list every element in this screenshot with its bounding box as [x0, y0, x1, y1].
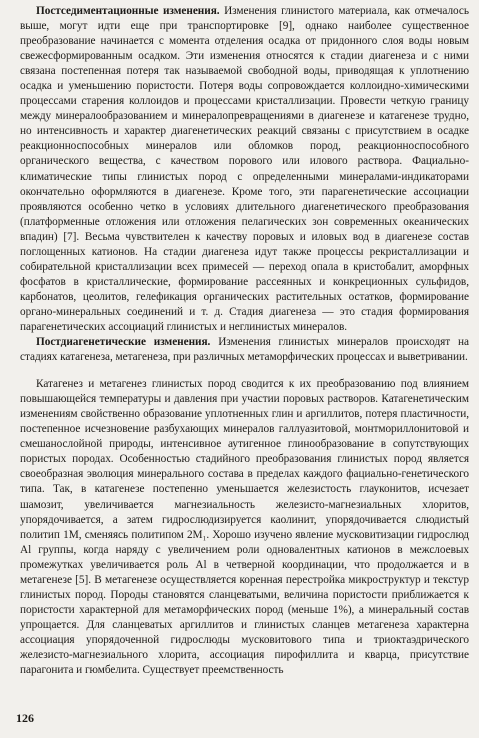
paragraph-body: Изменения глинистого материала, как отмечалось выше, могут идти еще при транспортировке [9], однако наиболее существенное преобразование начинается с момента отделения осадка от придонного слоя воды новым свежесформированным осадком. Эти изменения относятся к стадии диагенеза и с ними связана постепенная потеря так называемой свободной воды, приводящая к уплотнению осадка и уменьшению пористости. Потеря воды сопровождается коллоидно-химическими процессами старения коллоидов и процессами кристаллизации. Провести четкую границу между минералообразованием и минералопревращениями в диагенезе и катагенезе трудно, но интенсивность и характер диагенетических реакций связаны с присутствием в осадке реакционноспособных минералов или обломков пород, реакционноспособного органического вещества, с качеством порового или илового раствора. Фациально-климатические типы глинистых пород с определенными минералами-индикаторами окончательно оформляются в диагенезе. Кроме того, эти парагенетические ассоциации проявляются особенно четко в условиях длительного диагенетического преобразования (платформенные отложения или отложения пелагических зон современных океанических впадин) [7]. Весьма чувствителен к качеству поровых и иловых вод в диагенезе состав поглощенных катионов. На стадии диагенеза идут также процессы рекристаллизации и собирательной кристаллизации всех примесей — переход опала в кристобалит, аморфных фосфатов в кристаллические, формирование рассеянных и конкреционных сульфидов, карбонатов, цеолитов, гелефикация органических растительных остатков, формирование органо-минеральных соединений и т. д. Стадия диагенеза — это стадия формирования парагенетических ассоциаций глинистых и неглинистых минералов.: [20, 5, 469, 333]
page-number: 126: [16, 711, 34, 725]
paragraph-body: Катагенез и метагенез глинистых пород сводится к их преобразованию под влиянием повышающейся температуры и давления при участии поровых растворов. Катагенетическим изменениям свойственно образование уплотненных глин и аргиллитов, потеря пластичности, постепенное исчезновение разбухающих минералов галлуазитовой, монтмориллонитовой и смешанослойной природы, интенсивное аутигенное глинообразование в сопутствующих пористых породах. Особенностью стадийного преобразования глинистых пород является своеобразная эволюция минерального состава в пределах каждого фациально-генетического типа. Так, в катагенезе постепенно уменьшается железистость глауконитов, исчезает шамозит, увеличивается магнезиальность железисто-магнезиальных хлоритов, упорядочивается, а затем гидрослюдизируется каолинит, упорядочивается слюдистый политип 1М, сменяясь политипом 2М₁. Хорошо изучено явление мусковитизации гидрослюд Al группы, когда наряду с увеличением роли одновалентных катионов в межслоевых промежутках увеличивается роль Al в четверной координации, что продолжается и в метагенезе [5]. В метагенезе осуществляется коренная перестройка микроструктур и текстур глинистых пород. Породы становятся сланцеватыми, величина пористости приближается к пористости характерной для метаморфических пород (меньше 1%), а минеральный состав упрощается. Для сланцеватых аргиллитов и глинистых сланцев метагенеза характерна ассоциация упорядоченной гидрослюды мусковитового типа и триоктаэдрического железисто-магнезиального хлорита, ассоциация пирофиллита и кварца, присутствие парагонита и гюмбелита. Существует преемственность: [20, 378, 469, 677]
paragraph-spacer: [20, 365, 469, 377]
paragraph-heading: Постседиментационные изменения.: [36, 5, 220, 17]
paragraph-postsedimentation: [20, 4, 469, 335]
paragraph-postdiagenesis: [20, 335, 469, 365]
page-text: [20, 4, 469, 678]
paragraph-catagenesis: [20, 377, 469, 678]
paragraph-body: Изменения глинистых минералов происходят на стадиях катагенеза, метагенеза, при различных метаморфических процессах и выветривании.: [20, 336, 469, 364]
paragraph-heading: Постдиагенетические изменения.: [36, 336, 211, 349]
